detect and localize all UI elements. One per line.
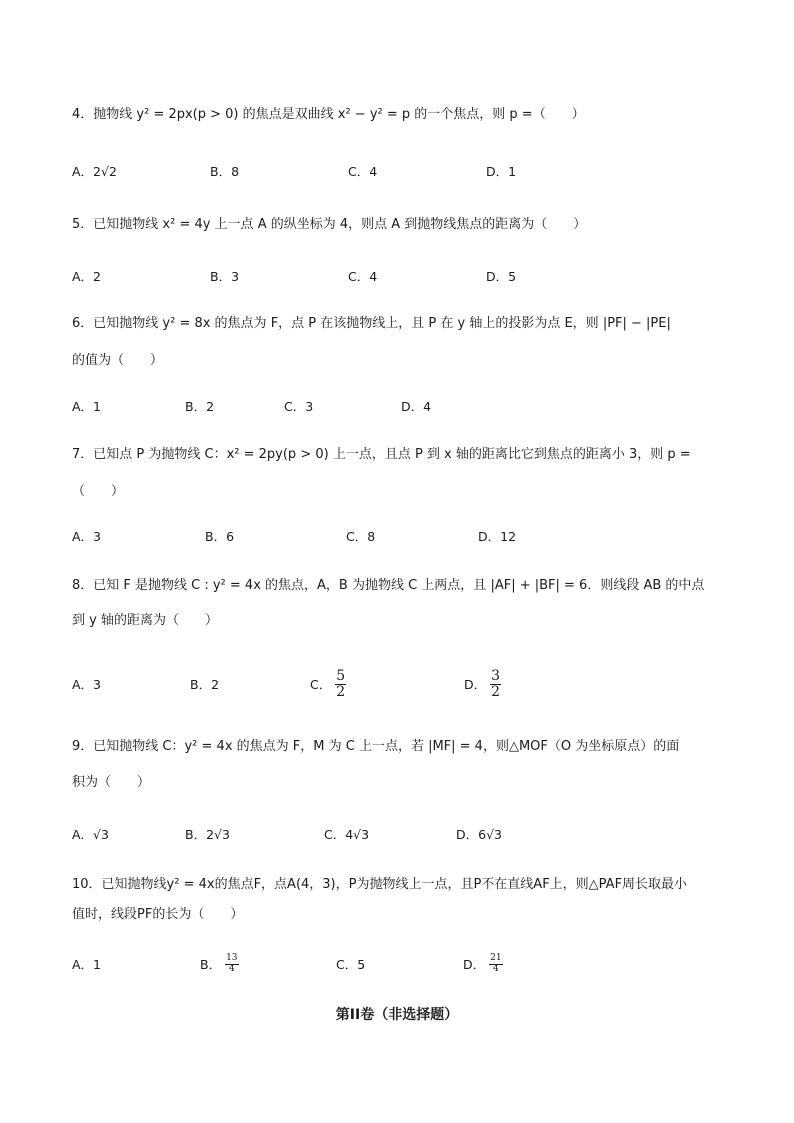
option-d[interactable] (464, 668, 501, 700)
option-b[interactable]: B．8 (210, 164, 240, 179)
option-d[interactable]: D．1 (486, 164, 517, 179)
option-c[interactable]: C．4 (348, 164, 378, 179)
option-c[interactable] (310, 668, 346, 700)
question-9-line-2: 积为（ ） (72, 775, 151, 790)
option-c[interactable]: C．4 (348, 269, 378, 284)
option-a[interactable]: A．3 (72, 529, 102, 544)
option-c[interactable]: C．4√3 (324, 827, 370, 842)
option-d[interactable]: D．12 (478, 529, 517, 544)
fraction-five-halves (335, 669, 346, 699)
option-a[interactable]: A．√3 (72, 827, 109, 842)
question-9-line-1: 9．已知抛物线 C：y² = 4x 的焦点为 F，M 为 C 上一点，若 |MF| = 4，则△MOF（O 为坐标原点）的面 (72, 739, 680, 754)
question-4-options (72, 157, 732, 185)
option-d[interactable]: D．5 (486, 269, 517, 284)
option-a[interactable]: A．3 (72, 677, 102, 692)
question-7-line-2: （ ） (72, 484, 125, 499)
question-6-line-2: 的值为（ ） (72, 353, 164, 368)
option-a[interactable]: A．2 (72, 269, 102, 284)
option-b[interactable] (200, 950, 239, 978)
question-8-line-1: 8．已知 F 是抛物线 C : y² = 4x 的焦点，A，B 为抛物线 C 上两点，且 |AF| + |BF| = 6．则线段 AB 的中点 (72, 578, 705, 593)
question-5-line-1: 5．已知抛物线 x² = 4y 上一点 A 的纵坐标为 4，则点 A 到抛物线焦点的距离为（ ） (72, 217, 587, 232)
option-d-label: D． (463, 957, 486, 972)
option-b[interactable]: B．6 (205, 529, 235, 544)
numerator: 3 (491, 667, 501, 684)
question-5-options (72, 262, 732, 290)
denominator: 2 (491, 683, 501, 700)
question-10-line-1: 10．已知抛物线y² = 4x的焦点F，点A(4，3)，P为抛物线上一点，且P不在直线AF上，则△PAF周长取最小 (72, 877, 688, 892)
option-c-label: C． (310, 677, 332, 692)
option-d[interactable] (463, 950, 503, 978)
option-a[interactable]: A．1 (72, 957, 102, 972)
fraction-three-halves (490, 669, 501, 699)
numerator: 21 (490, 953, 502, 964)
question-7-line-1: 7．已知点 P 为抛物线 C：x² = 2py(p > 0) 上一点，且点 P 到 x 轴的距离比它到焦点的距离小 3，则 p = (72, 447, 691, 462)
question-10-options (72, 950, 732, 978)
option-a[interactable]: A．2√2 (72, 164, 117, 179)
option-d[interactable]: D．6√3 (456, 827, 502, 842)
option-c[interactable]: C．3 (284, 399, 314, 414)
denominator: 4 (493, 963, 499, 974)
option-d-label: D． (464, 677, 487, 692)
question-8-line-2: 到 y 轴的距离为（ ） (72, 613, 218, 628)
denominator: 2 (336, 683, 346, 700)
numerator: 13 (226, 953, 238, 964)
option-d[interactable]: D．4 (401, 399, 432, 414)
option-c[interactable]: C．8 (346, 529, 376, 544)
question-4-line-1: 4．抛物线 y² = 2px(p > 0) 的焦点是双曲线 x² − y² = p 的一个焦点，则 p =（ ） (72, 107, 585, 122)
fraction-twentyone-quarters (489, 954, 502, 974)
option-b[interactable]: B．2 (190, 677, 220, 692)
question-7-options (72, 522, 732, 550)
section-title: 第II卷（非选择题） (335, 1007, 459, 1023)
denominator: 4 (228, 963, 235, 974)
numerator: 5 (336, 667, 346, 684)
option-b[interactable]: B．3 (210, 269, 240, 284)
option-b-label: B． (200, 957, 222, 972)
question-10-line-2: 值时，线段PF的长为（ ） (72, 907, 244, 922)
question-8-options (72, 668, 732, 700)
fraction-thirteen-quarters (225, 954, 238, 974)
option-b[interactable]: B．2 (185, 399, 215, 414)
option-a[interactable]: A．1 (72, 399, 102, 414)
question-9-options (72, 820, 732, 848)
option-c[interactable]: C．5 (336, 957, 366, 972)
option-b[interactable]: B．2√3 (185, 827, 230, 842)
question-6-options (72, 392, 732, 420)
question-6-line-1: 6．已知抛物线 y² = 8x 的焦点为 F，点 P 在该抛物线上，且 P 在 y 轴上的投影为点 E，则 |PF| − |PE| (72, 316, 671, 331)
